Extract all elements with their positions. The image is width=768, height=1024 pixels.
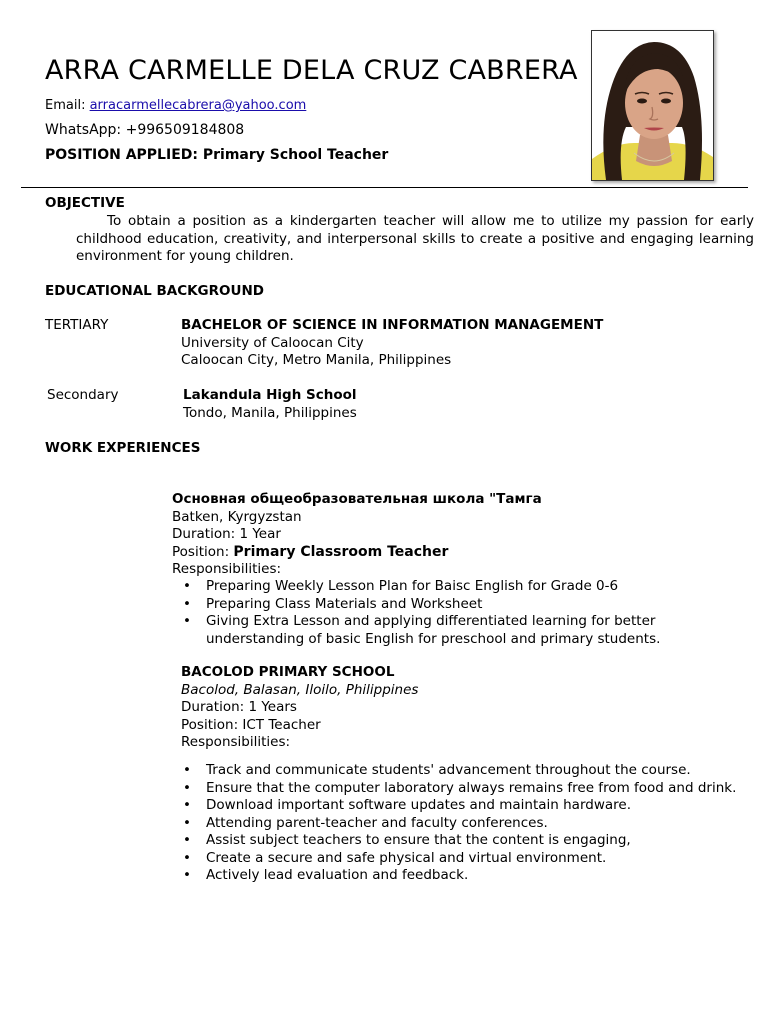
position-applied-value: Primary School Teacher: [202, 147, 389, 163]
job-duration: Duration: 1 Year: [172, 526, 281, 542]
education-level-secondary: Secondary: [47, 387, 119, 403]
list-item: • Track and communicate students' advancement throughout the course.: [183, 762, 691, 778]
job-position: [172, 544, 542, 562]
job-duration: Duration: 1 Years: [181, 699, 297, 715]
job-employer: BACOLOD PRIMARY SCHOOL: [181, 664, 395, 680]
objective-heading: OBJECTIVE: [45, 195, 125, 211]
bullet: •: [183, 578, 191, 594]
job-entry-1: [172, 491, 542, 579]
job-position: Position: ICT Teacher: [181, 716, 321, 733]
position-applied-label: POSITION APPLIED:: [45, 147, 198, 163]
job-2-responsibilities: [172, 762, 762, 885]
bullet: •: [183, 779, 191, 796]
bullet: •: [183, 814, 191, 831]
bullet: •: [183, 595, 191, 612]
education-level-tertiary: TERTIARY: [45, 317, 109, 333]
bullet: •: [183, 762, 191, 778]
bullet: •: [183, 613, 191, 629]
degree-title: BACHELOR OF SCIENCE IN INFORMATION MANAGEMENT: [181, 317, 604, 333]
bullet: •: [183, 849, 191, 866]
job-employer: Основная общеобразовательная школа "Тамга: [172, 491, 542, 507]
job-entry-2: [181, 664, 418, 752]
job-1-responsibilities: [172, 578, 692, 648]
applicant-photo: [591, 30, 714, 181]
list-item: • Create a secure and safe physical and virtual environment.: [183, 849, 607, 866]
education-entry-tertiary: [181, 317, 603, 370]
list-item: • Giving Extra Lesson and applying differentiated learning for better understanding of basic English for preschool and primary students.: [183, 613, 661, 647]
list-item: • Download important software updates and maintain hardware.: [183, 797, 631, 813]
email-label: Email:: [45, 98, 86, 113]
list-item: • Preparing Weekly Lesson Plan for Baisc English for Grade 0-6: [183, 578, 619, 594]
school-location: Caloocan City, Metro Manila, Philippines: [181, 352, 452, 368]
bullet: •: [183, 867, 191, 883]
position-applied: [45, 147, 388, 163]
education-entry-secondary: [183, 387, 357, 422]
job-position-label: Position:: [172, 543, 230, 560]
applicant-name: ARRA CARMELLE DELA CRUZ CABRERA: [45, 55, 578, 86]
list-item: • Actively lead evaluation and feedback.: [183, 867, 469, 883]
email-link[interactable]: arracarmellecabrera@yahoo.com: [89, 98, 307, 113]
job-position-value: Primary Classroom Teacher: [233, 543, 449, 560]
school-location: Tondo, Manila, Philippines: [183, 404, 357, 421]
list-item: • Preparing Class Materials and Worksheet: [183, 595, 483, 612]
objective-text: To obtain a position as a kindergarten teacher will allow me to utilize my passion for early childhood education, creativity, and interpersonal skills to create a positive and engaging learning environment for young children.: [76, 213, 754, 264]
school-name: University of Caloocan City: [181, 334, 364, 351]
work-heading: WORK EXPERIENCES: [45, 440, 201, 456]
list-item: • Ensure that the computer laboratory always remains free from food and drink.: [183, 779, 737, 796]
bullet: •: [183, 797, 191, 813]
job-location: Bacolod, Balasan, Iloilo, Philippines: [181, 681, 419, 698]
email-line: [45, 98, 306, 113]
job-responsibilities-label: Responsibilities:: [181, 734, 291, 750]
list-item: • Attending parent-teacher and faculty conferences.: [183, 814, 548, 831]
bullet: •: [183, 832, 191, 848]
list-item: • Assist subject teachers to ensure that the content is engaging,: [183, 832, 631, 848]
education-heading: EDUCATIONAL BACKGROUND: [45, 283, 264, 299]
school-name: Lakandula High School: [183, 387, 357, 403]
header-divider: [21, 187, 748, 188]
job-location: Batken, Kyrgyzstan: [172, 508, 302, 525]
portrait-image: [592, 31, 713, 180]
whatsapp-line: WhatsApp: +996509184808: [45, 122, 245, 138]
job-responsibilities-label: Responsibilities:: [172, 561, 282, 577]
